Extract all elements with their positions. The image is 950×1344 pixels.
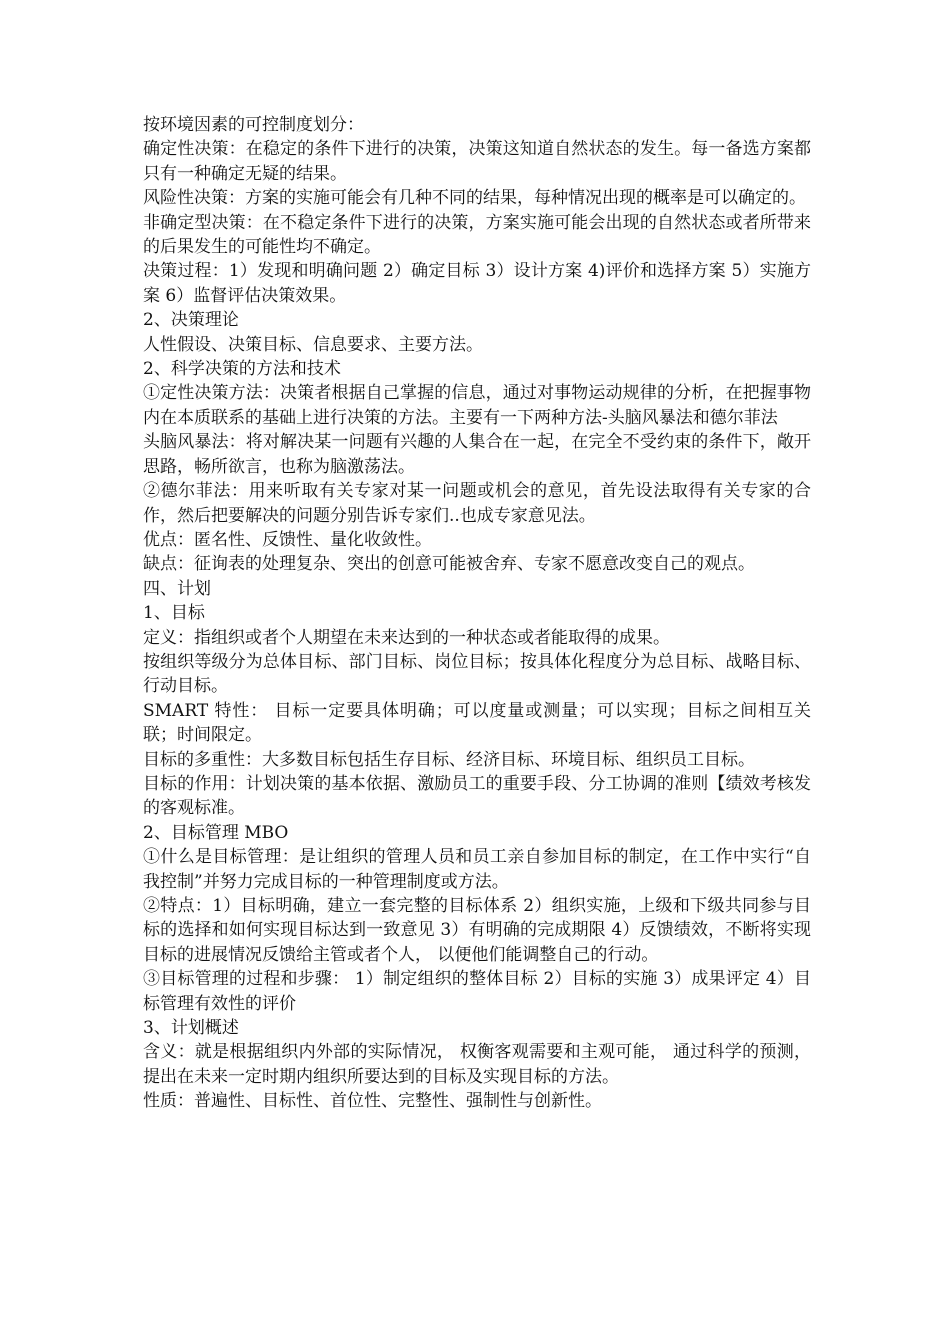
paragraph-plan-meaning: 含义：就是根据组织内外部的实际情况， 权衡客观需要和主观可能， 通过科学的预测，提出在未来一定时期内组织所要达到的目标及实现目标的方法。 <box>143 1042 811 1087</box>
paragraph-goal-functions: 目标的作用：计划决策的基本依据、激励员工的重要手段、分工协调的准则【绩效考核发的客观标准。 <box>143 773 811 819</box>
paragraph-smart: SMART 特性： 目标一定要具体明确；可以度量或测量；可以实现；目标之间相互关联；时间限定。 <box>143 700 811 746</box>
heading-scientific-methods: 2、科学决策的方法和技术 <box>143 359 341 380</box>
paragraph-delphi: ②德尔菲法：用来听取有关专家对某一问题或机会的意见，首先设法取得有关专家的合作，然后把要解决的问题分别告诉专家们..也成专家意见法。 <box>143 481 811 526</box>
heading-plan-overview: 3、计划概述 <box>143 1018 239 1039</box>
heading-classification: 按环境因素的可控制度划分： <box>143 115 364 135</box>
heading-goals: 1、目标 <box>143 603 205 624</box>
paragraph-goal-definition: 定义：指组织或者个人期望在未来达到的一种状态或者能取得的成果。 <box>143 627 670 648</box>
paragraph-advantages: 优点：匿名性、反馈性、量化收敛性。 <box>143 529 432 550</box>
paragraph-decision-theory-items: 人性假设、决策目标、信息要求、主要方法。 <box>143 334 483 355</box>
paragraph-plan-nature: 性质：普遍性、目标性、首位性、完整性、强制性与创新性。 <box>143 1091 602 1112</box>
document-page <box>143 113 811 1114</box>
paragraph-mbo-definition: ①什么是目标管理：是让组织的管理人员和员工亲自参加目标的制定，在工作中实行“自我控制”并努力完成目标的一种管理制度或方法。 <box>143 847 811 892</box>
heading-planning: 四、计划 <box>143 578 211 599</box>
heading-mbo: 2、目标管理 MBO <box>143 822 289 843</box>
paragraph-risk-decision: 风险性决策：方案的实施可能会有几种不同的结果，每种情况出现的概率是可以确定的。 <box>143 188 806 209</box>
paragraph-decision-process: 决策过程：1）发现和明确问题 2）确定目标 3）设计方案 4)评价和选择方案 5）实施方案 6）监督评估决策效果。 <box>143 261 811 306</box>
paragraph-mbo-steps: ③目标管理的过程和步骤： 1）制定组织的整体目标 2）目标的实施 3）成果评定 4）目标管理有效性的评价 <box>143 969 811 1014</box>
heading-decision-theory: 2、决策理论 <box>143 310 239 331</box>
paragraph-deterministic-decision: 确定性决策：在稳定的条件下进行的决策，决策这知道自然状态的发生。每一备选方案都只有一种确定无疑的结果。 <box>143 139 811 184</box>
paragraph-goal-levels: 按组织等级分为总体目标、部门目标、岗位目标；按具体化程度分为总目标、战略目标、行动目标。 <box>143 651 811 697</box>
paragraph-goal-multiplicity: 目标的多重性：大多数目标包括生存目标、经济目标、环境目标、组织员工目标。 <box>143 749 755 770</box>
paragraph-qualitative-methods: ①定性决策方法：决策者根据自己掌握的信息，通过对事物运动规律的分析，在把握事物内在本质联系的基础上进行决策的方法。主要有一下两种方法-头脑风暴法和德尔菲法 <box>143 383 811 428</box>
paragraph-uncertain-decision: 非确定型决策：在不稳定条件下进行的决策，方案实施可能会出现的自然状态或者所带来的后果发生的可能性均不确定。 <box>143 212 811 258</box>
paragraph-disadvantages: 缺点：征询表的处理复杂、突出的创意可能被舍弃、专家不愿意改变自己的观点。 <box>143 554 755 575</box>
paragraph-brainstorming: 头脑风暴法：将对解决某一问题有兴趣的人集合在一起，在完全不受约束的条件下，敞开思路，畅所欲言，也称为脑激荡法。 <box>143 432 811 477</box>
paragraph-mbo-features: ②特点：1）目标明确，建立一套完整的目标体系 2）组织实施，上级和下级共同参与目标的选择和如何实现目标达到一致意见 3）有明确的完成期限 4）反馈绩效，不断将实现目标的进展情况反馈给主管或者个人， 以便他们能调整自己的行动。 <box>143 896 811 965</box>
